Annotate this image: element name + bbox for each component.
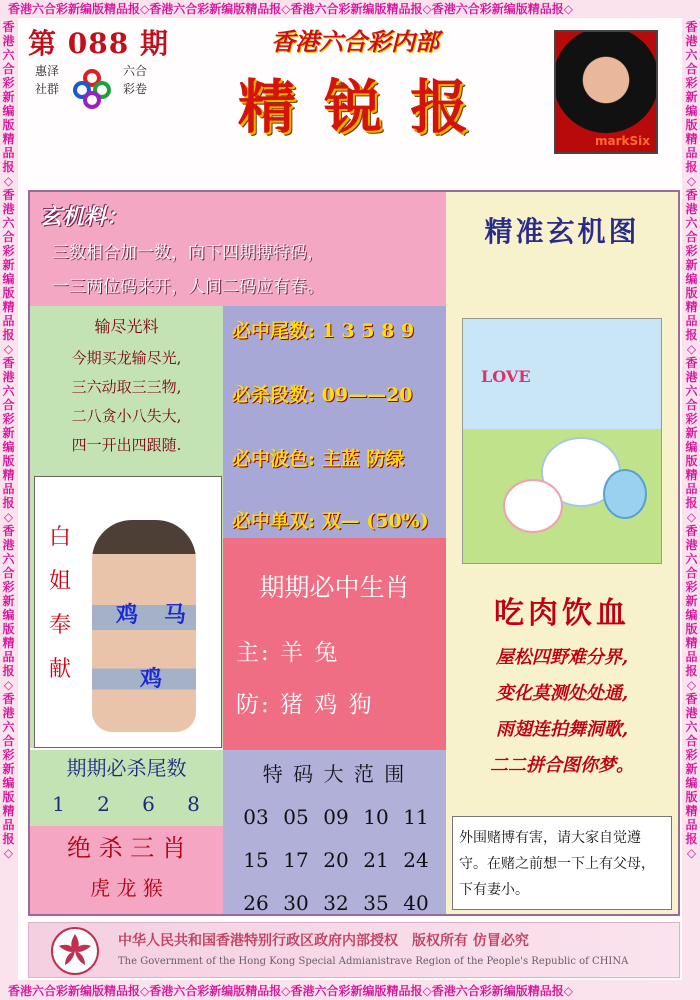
range-number: 17 [283,848,309,872]
kill-tail-title: 期期必杀尾数 [66,756,187,780]
overlay-2: 马 [164,602,187,628]
shu-jin-line: 二八贪小八失大, [71,407,182,425]
footer-cn: 中华人民共和国香港特别行政区政府内部授权 版权所有 仿冒必究 [118,933,529,949]
kill-tail-number: 6 [142,792,155,816]
range-number: 35 [363,891,389,915]
range-number: 30 [283,891,309,915]
footer-en: The Government of the Hong Kong Special Admianistrave Region of the People's Republic of CHINA [118,956,629,967]
poem-line: 屋松四野难分界, [495,647,629,668]
right-title: 精准玄机图 [484,215,640,248]
left-ticker: 香港六合彩新编版精品报◇香港六合彩新编版精品报◇香港六合彩新编版精品报◇香港六合彩新编版精品报◇香港六合彩新编版精品报◇ [2,20,15,860]
special-range-row [236,839,436,882]
bauhinia-emblem-icon [50,926,100,976]
range-number: 10 [363,805,389,829]
kill-tail-numbers [36,792,216,816]
range-number: 15 [243,848,269,872]
xuanji-line-1: 三数相合加一数，向下四期搏特码， [52,243,324,263]
range-number: 24 [403,848,429,872]
vertical-char: 献 [48,657,71,682]
logo [35,62,155,124]
vertical-char: 姐 [48,569,71,594]
range-number: 03 [243,805,269,829]
logo-left-2: 社群 [35,82,60,96]
bottom-ticker: 香港六合彩新编版精品报◇香港六合彩新编版精品报◇香港六合彩新编版精品报◇香港六合彩新编版精品报◇ [8,984,573,998]
range-number: 40 [403,891,429,915]
cartoon-figure-2 [503,479,563,533]
bi-zhong-wave: 必中波色: 主蓝 防绿 [232,448,405,470]
poem [446,640,678,784]
xuanji-line-2: 一三两位码来开，人间二码应有春。 [52,277,324,297]
shu-jin-line: 三六动取三三物, [71,378,182,396]
zodiac-main: 主: 羊 兔 [236,640,340,666]
mystery-picture [462,318,662,564]
range-number: 21 [363,848,389,872]
special-range-table [236,796,436,925]
zodiac-title: 期期必中生肖 [259,573,410,602]
warning-text: 外围赌博有害，请大家自觉遵守。在赌之前想一下上有父母，下有妻小。 [459,830,655,898]
picture-caption: LOVE [481,367,531,386]
header-title: 精 锐 报 [237,73,473,141]
special-range-row [236,882,436,925]
kill-three-animals: 虎 龙 猴 [90,876,163,900]
range-number: 05 [283,805,309,829]
range-number: 20 [323,848,349,872]
right-ticker: 香港六合彩新编版精品报◇香港六合彩新编版精品报◇香港六合彩新编版精品报◇香港六合彩新编版精品报◇香港六合彩新编版精品报◇ [685,20,698,860]
special-range-title: 特 码 大 范 围 [262,762,407,786]
vertical-char: 白 [48,525,71,550]
kill-tail-number: 8 [187,792,200,816]
range-number: 11 [403,805,429,829]
special-range-row [236,796,436,839]
host-photo [554,30,658,154]
bi-zhong-odd-even: 必中单双: 双— (50%) [232,510,429,532]
shu-jin-title: 输尽光料 [94,317,159,336]
overlay-3: 鸡 [140,666,163,692]
poem-line: 二二拼合图你梦。 [490,755,634,776]
bi-zhong-kill-seg: 必杀段数: 09——20 [232,384,413,406]
xuanji-label: 玄机料： [40,204,129,230]
kill-tail-number: 1 [52,792,65,816]
poem-line: 变化莫测处处通, [495,683,629,704]
range-number: 26 [243,891,269,915]
header-subtitle: 香港六合彩内部 [271,27,439,56]
logo-left-1: 惠泽 [35,64,60,78]
poem-line: 雨翅连拍舞洞歌, [495,719,629,740]
bi-zhong-tail: 必中尾数: 1 3 5 8 9 [232,320,415,342]
shu-jin-lines [30,344,223,460]
poem-title: 吃肉饮血 [494,596,630,631]
zodiac-guard: 防: 猪 鸡 狗 [236,692,374,718]
vertical-char: 奉 [48,613,71,638]
logo-right-1: 六合 [123,64,148,78]
range-number: 09 [323,805,349,829]
top-ticker: 香港六合彩新编版精品报◇香港六合彩新编版精品报◇香港六合彩新编版精品报◇香港六合彩新编版精品报◇ [8,2,573,16]
photo-vertical-text [48,516,72,692]
shu-jin-line: 今期买龙输尽光, [71,349,182,367]
photo-label: markSix [595,134,650,148]
cartoon-figure-3 [603,469,647,519]
shu-jin-line: 四一开出四跟随. [71,436,182,454]
issue-number: 第 088 期 [28,27,169,60]
kill-three-title: 绝 杀 三 肖 [67,834,186,862]
mark-six-logo-icon [71,68,113,110]
range-number: 32 [323,891,349,915]
warning-box [452,816,672,910]
kill-tail-number: 2 [97,792,110,816]
logo-right-2: 彩卷 [123,82,148,96]
overlay-1: 鸡 [116,602,139,628]
